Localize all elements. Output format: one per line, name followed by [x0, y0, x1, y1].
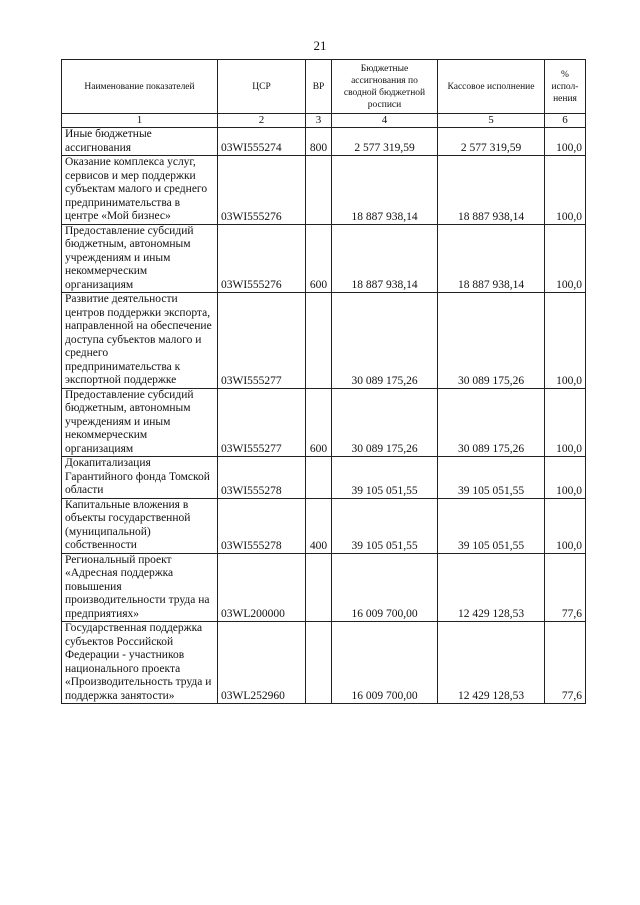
row-vr	[306, 553, 332, 622]
row-name: Предоставление субсидий бюджетным, автономным учреждениям и иным некоммерческим организациям	[62, 224, 218, 293]
row-cash: 2 577 319,59	[438, 128, 545, 156]
row-name: Развитие деятельности центров поддержки экспорта, направленной на обеспечение доступа субъектов малого и среднего предпринимательства к экспортной поддержке	[62, 293, 218, 389]
header-csr: ЦСР	[218, 60, 306, 114]
row-vr	[306, 293, 332, 389]
row-percent: 100,0	[545, 128, 586, 156]
row-budget: 18 887 938,14	[332, 224, 438, 293]
row-name: Государственная поддержка субъектов Российской Федерации - участников национального проекта «Производительность труда и поддержка занятости»	[62, 622, 218, 704]
row-cash: 39 105 051,55	[438, 457, 545, 499]
row-csr: 03WI555276	[218, 156, 306, 225]
budget-execution-table	[61, 59, 586, 704]
row-csr: 03WL252960	[218, 622, 306, 704]
table-row	[62, 293, 586, 389]
row-vr	[306, 156, 332, 225]
row-name: Капитальные вложения в объекты государственной (муниципальной) собственности	[62, 498, 218, 553]
row-name: Иные бюджетные ассигнования	[62, 128, 218, 156]
row-cash: 18 887 938,14	[438, 224, 545, 293]
row-vr: 600	[306, 388, 332, 457]
header-cash: Кассовое исполнение	[438, 60, 545, 114]
page-number: 21	[313, 38, 327, 53]
row-cash: 30 089 175,26	[438, 388, 545, 457]
row-budget: 39 105 051,55	[332, 457, 438, 499]
row-csr: 03WI555276	[218, 224, 306, 293]
row-cash: 39 105 051,55	[438, 498, 545, 553]
row-percent: 100,0	[545, 224, 586, 293]
row-name: Оказание комплекса услуг, сервисов и мер поддержки субъектам малого и среднего предпринимательства в центре «Мой бизнес»	[62, 156, 218, 225]
row-percent: 77,6	[545, 622, 586, 704]
row-name: Докапитализация Гарантийного фонда Томской области	[62, 457, 218, 499]
table-row	[62, 498, 586, 553]
column-number: 6	[545, 114, 586, 128]
row-vr: 800	[306, 128, 332, 156]
header-name: Наименование показателей	[62, 60, 218, 114]
column-number: 4	[332, 114, 438, 128]
row-csr: 03WL200000	[218, 553, 306, 622]
row-name: Предоставление субсидий бюджетным, автономным учреждениям и иным некоммерческим организациям	[62, 388, 218, 457]
column-numbers-row	[62, 114, 586, 128]
row-percent: 100,0	[545, 293, 586, 389]
row-budget: 16 009 700,00	[332, 622, 438, 704]
header-percent: % испол-нения	[545, 60, 586, 114]
table-row	[62, 457, 586, 499]
row-percent: 100,0	[545, 498, 586, 553]
table-row	[62, 388, 586, 457]
column-number: 1	[62, 114, 218, 128]
row-vr: 400	[306, 498, 332, 553]
header-vr: ВР	[306, 60, 332, 114]
table-row	[62, 553, 586, 622]
row-cash: 12 429 128,53	[438, 553, 545, 622]
row-budget: 18 887 938,14	[332, 156, 438, 225]
row-vr: 600	[306, 224, 332, 293]
row-budget: 16 009 700,00	[332, 553, 438, 622]
row-percent: 77,6	[545, 553, 586, 622]
row-budget: 2 577 319,59	[332, 128, 438, 156]
column-number: 3	[306, 114, 332, 128]
table-row	[62, 622, 586, 704]
row-csr: 03WI555277	[218, 388, 306, 457]
row-vr	[306, 457, 332, 499]
row-percent: 100,0	[545, 388, 586, 457]
header-row	[62, 60, 586, 114]
row-csr: 03WI555278	[218, 457, 306, 499]
row-budget: 30 089 175,26	[332, 293, 438, 389]
table-row	[62, 156, 586, 225]
table-row	[62, 224, 586, 293]
header-budget: Бюджетные ассигнования по сводной бюджетной росписи	[332, 60, 438, 114]
row-budget: 39 105 051,55	[332, 498, 438, 553]
row-csr: 03WI555278	[218, 498, 306, 553]
row-csr: 03WI555277	[218, 293, 306, 389]
column-number: 5	[438, 114, 545, 128]
column-number: 2	[218, 114, 306, 128]
row-name: Региональный проект «Адресная поддержка повышения производительности труда на предприятиях»	[62, 553, 218, 622]
row-percent: 100,0	[545, 457, 586, 499]
row-percent: 100,0	[545, 156, 586, 225]
row-cash: 18 887 938,14	[438, 156, 545, 225]
row-csr: 03WI555274	[218, 128, 306, 156]
table-row	[62, 128, 586, 156]
row-budget: 30 089 175,26	[332, 388, 438, 457]
row-cash: 12 429 128,53	[438, 622, 545, 704]
row-cash: 30 089 175,26	[438, 293, 545, 389]
row-vr	[306, 622, 332, 704]
